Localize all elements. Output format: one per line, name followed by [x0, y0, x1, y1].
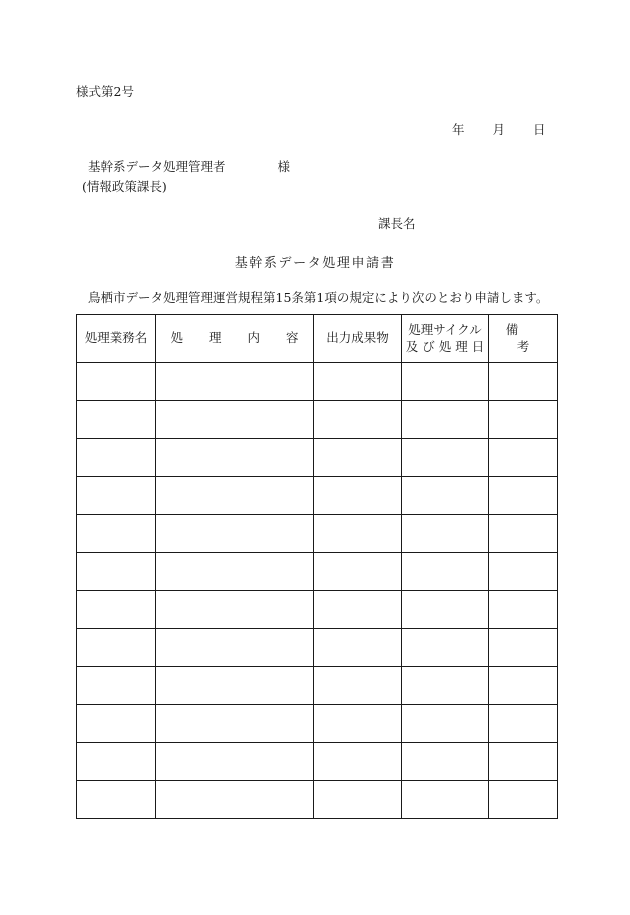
- table-cell[interactable]: [314, 781, 402, 819]
- table-cell[interactable]: [489, 629, 558, 667]
- table-cell[interactable]: [156, 667, 314, 705]
- table-cell[interactable]: [489, 515, 558, 553]
- table-row: [77, 667, 558, 705]
- addressee: [88, 161, 290, 174]
- table-cell[interactable]: [156, 477, 314, 515]
- table-cell[interactable]: [77, 667, 156, 705]
- table-cell[interactable]: [314, 629, 402, 667]
- table-cell[interactable]: [489, 591, 558, 629]
- date-line: [452, 124, 546, 137]
- intro-text: 鳥栖市データ処理管理運営規程第15条第1項の規定により次のとおり申請します。: [88, 290, 549, 305]
- table-cell[interactable]: [156, 401, 314, 439]
- table-cell[interactable]: [156, 629, 314, 667]
- table-cell[interactable]: [402, 705, 489, 743]
- table-cell[interactable]: [402, 515, 489, 553]
- table-cell[interactable]: [402, 667, 489, 705]
- table-row: [77, 629, 558, 667]
- table-row: [77, 743, 558, 781]
- table-cell[interactable]: [77, 477, 156, 515]
- form-number: 様式第2号: [76, 84, 134, 99]
- table-cell[interactable]: [77, 515, 156, 553]
- column-header-output: 出力成果物: [314, 315, 402, 363]
- table-cell[interactable]: [156, 515, 314, 553]
- table-cell[interactable]: [77, 591, 156, 629]
- table-cell[interactable]: [489, 667, 558, 705]
- table-header-row: [77, 315, 558, 363]
- table-cell[interactable]: [156, 439, 314, 477]
- date-year-label: 年: [452, 122, 465, 137]
- table-cell[interactable]: [77, 401, 156, 439]
- table-cell[interactable]: [77, 553, 156, 591]
- column-header-remarks: 備考: [489, 315, 558, 363]
- table-cell[interactable]: [314, 667, 402, 705]
- table-row: [77, 401, 558, 439]
- table-cell[interactable]: [314, 553, 402, 591]
- date-day-label: 日: [533, 122, 546, 137]
- table-cell[interactable]: [77, 439, 156, 477]
- table-cell[interactable]: [314, 401, 402, 439]
- table-row: [77, 477, 558, 515]
- table-cell[interactable]: [489, 743, 558, 781]
- table-row: [77, 781, 558, 819]
- table-cell[interactable]: [402, 781, 489, 819]
- table-cell[interactable]: [156, 591, 314, 629]
- document-title: 基幹系データ処理申請書: [234, 256, 396, 271]
- table-cell[interactable]: [402, 553, 489, 591]
- table-cell[interactable]: [156, 705, 314, 743]
- table-row: [77, 363, 558, 401]
- date-month-label: 月: [492, 122, 506, 137]
- table-cell[interactable]: [77, 743, 156, 781]
- addressee-honorific: 様: [277, 159, 291, 174]
- table-cell[interactable]: [489, 401, 558, 439]
- table-cell[interactable]: [489, 781, 558, 819]
- table-cell[interactable]: [402, 477, 489, 515]
- table-cell[interactable]: [402, 439, 489, 477]
- table-cell[interactable]: [156, 363, 314, 401]
- table-cell[interactable]: [489, 439, 558, 477]
- table-row: [77, 591, 558, 629]
- table-row: [77, 439, 558, 477]
- requester-name-label: 課長名: [378, 216, 416, 231]
- request-table: [76, 314, 558, 819]
- table-cell[interactable]: [77, 705, 156, 743]
- table-cell[interactable]: [314, 591, 402, 629]
- column-header-business-name: 処理業務名: [77, 315, 156, 363]
- table-cell[interactable]: [402, 401, 489, 439]
- table-cell[interactable]: [77, 363, 156, 401]
- table-cell[interactable]: [77, 629, 156, 667]
- table-cell[interactable]: [489, 705, 558, 743]
- table-cell[interactable]: [314, 743, 402, 781]
- table-cell[interactable]: [489, 477, 558, 515]
- table-cell[interactable]: [402, 629, 489, 667]
- table-cell[interactable]: [314, 477, 402, 515]
- table-row: [77, 515, 558, 553]
- table-cell[interactable]: [402, 363, 489, 401]
- table-cell[interactable]: [489, 363, 558, 401]
- table-cell[interactable]: [77, 781, 156, 819]
- addressee-position: (情報政策課長): [82, 179, 167, 194]
- table-row: [77, 705, 558, 743]
- table-cell[interactable]: [314, 363, 402, 401]
- table-row: [77, 553, 558, 591]
- table-cell[interactable]: [489, 553, 558, 591]
- column-header-processing-content: 処理内容: [156, 315, 314, 363]
- table-cell[interactable]: [402, 591, 489, 629]
- table-cell[interactable]: [156, 553, 314, 591]
- table-cell[interactable]: [156, 743, 314, 781]
- table-cell[interactable]: [314, 705, 402, 743]
- table-cell[interactable]: [314, 439, 402, 477]
- column-header-cycle: 処理サイクル 及び処理日: [402, 315, 489, 363]
- table-cell[interactable]: [314, 515, 402, 553]
- table-cell[interactable]: [156, 781, 314, 819]
- addressee-name: 基幹系データ処理管理者: [88, 159, 226, 174]
- table-cell[interactable]: [402, 743, 489, 781]
